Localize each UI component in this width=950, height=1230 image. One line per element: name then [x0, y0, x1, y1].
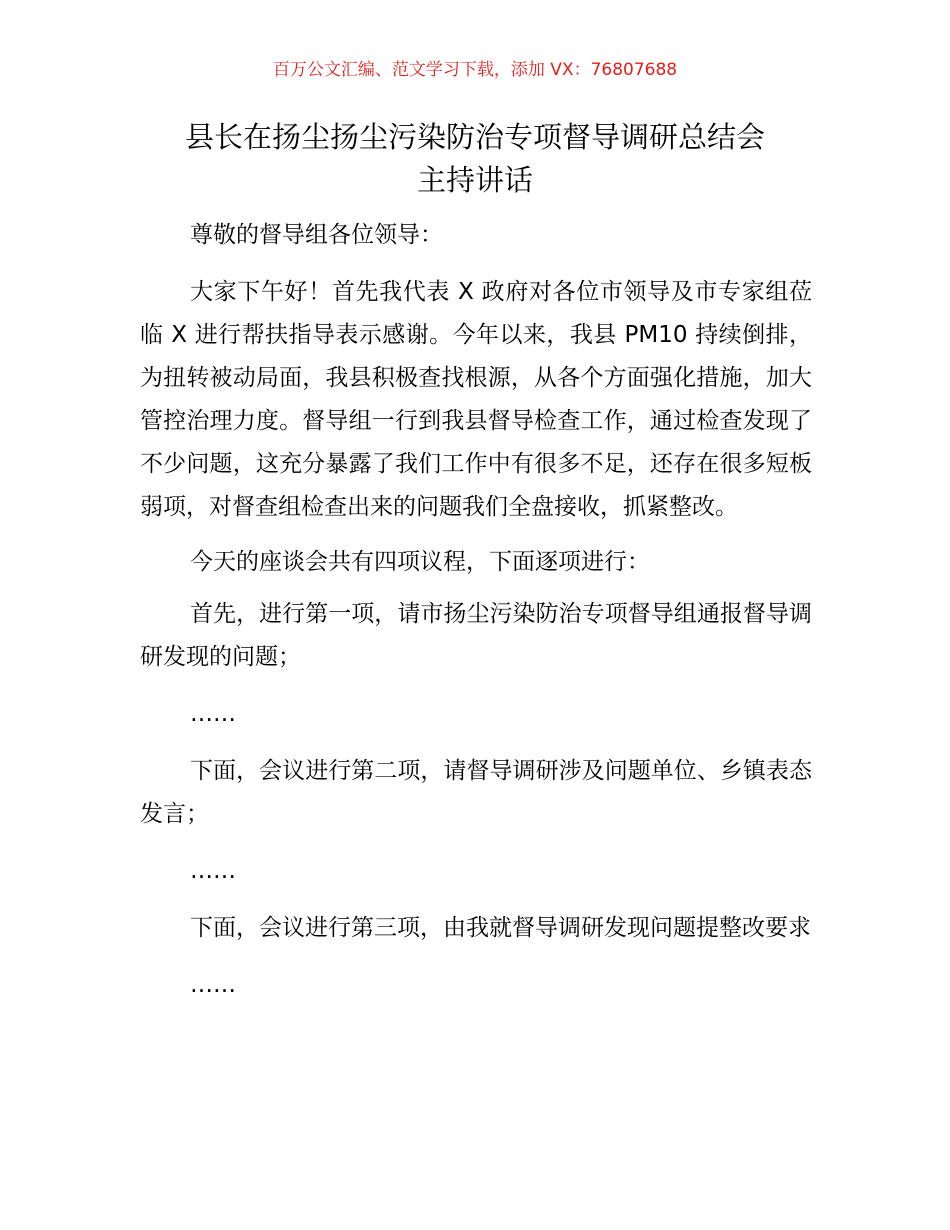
title-line-1: 县长在扬尘扬尘污染防治专项督导调研总结会	[184, 120, 765, 154]
agenda-item-1-paragraph: 首先，进行第一项，请市扬尘污染防治专项督导组通报督导调研发现的问题；	[140, 601, 812, 670]
agenda-item-3-paragraph: 下面，会议进行第三项，由我就督导调研发现问题提整改要求	[190, 915, 811, 941]
agenda-intro-paragraph: 今天的座谈会共有四项议程，下面逐项进行：	[190, 549, 650, 575]
ellipsis-paragraph-2: ……	[190, 858, 236, 884]
header-banner: 百万公文汇编、范文学习下载，添加 VX：76807688	[272, 60, 678, 80]
ellipsis-paragraph-3: ……	[190, 972, 236, 998]
document-title	[120, 116, 830, 202]
salutation-paragraph: 尊敬的督导组各位领导：	[190, 222, 443, 248]
agenda-item-2-paragraph: 下面，会议进行第二项，请督导调研涉及问题单位、乡镇表态发言；	[140, 758, 812, 827]
document-body	[140, 214, 812, 1007]
title-line-2: 主持讲话	[416, 163, 533, 197]
opening-paragraph: 大家下午好！首先我代表 X 政府对各位市领导及市专家组莅临 X 进行帮扶指导表示感谢。今年以来，我县 PM10 持续倒排，为扭转被动局面，我县积极查找根源，从各个方面强化措施，加大管控治理力度。督导组一行到我县督导检查工作，通过检查发现了不少问题，这充分暴露了我们工作中有很多不足，还存在很多短板弱项，对督查组检查出来的问题我们全盘接收，抓紧整改。	[140, 279, 812, 520]
ellipsis-paragraph-1: ……	[190, 701, 236, 727]
